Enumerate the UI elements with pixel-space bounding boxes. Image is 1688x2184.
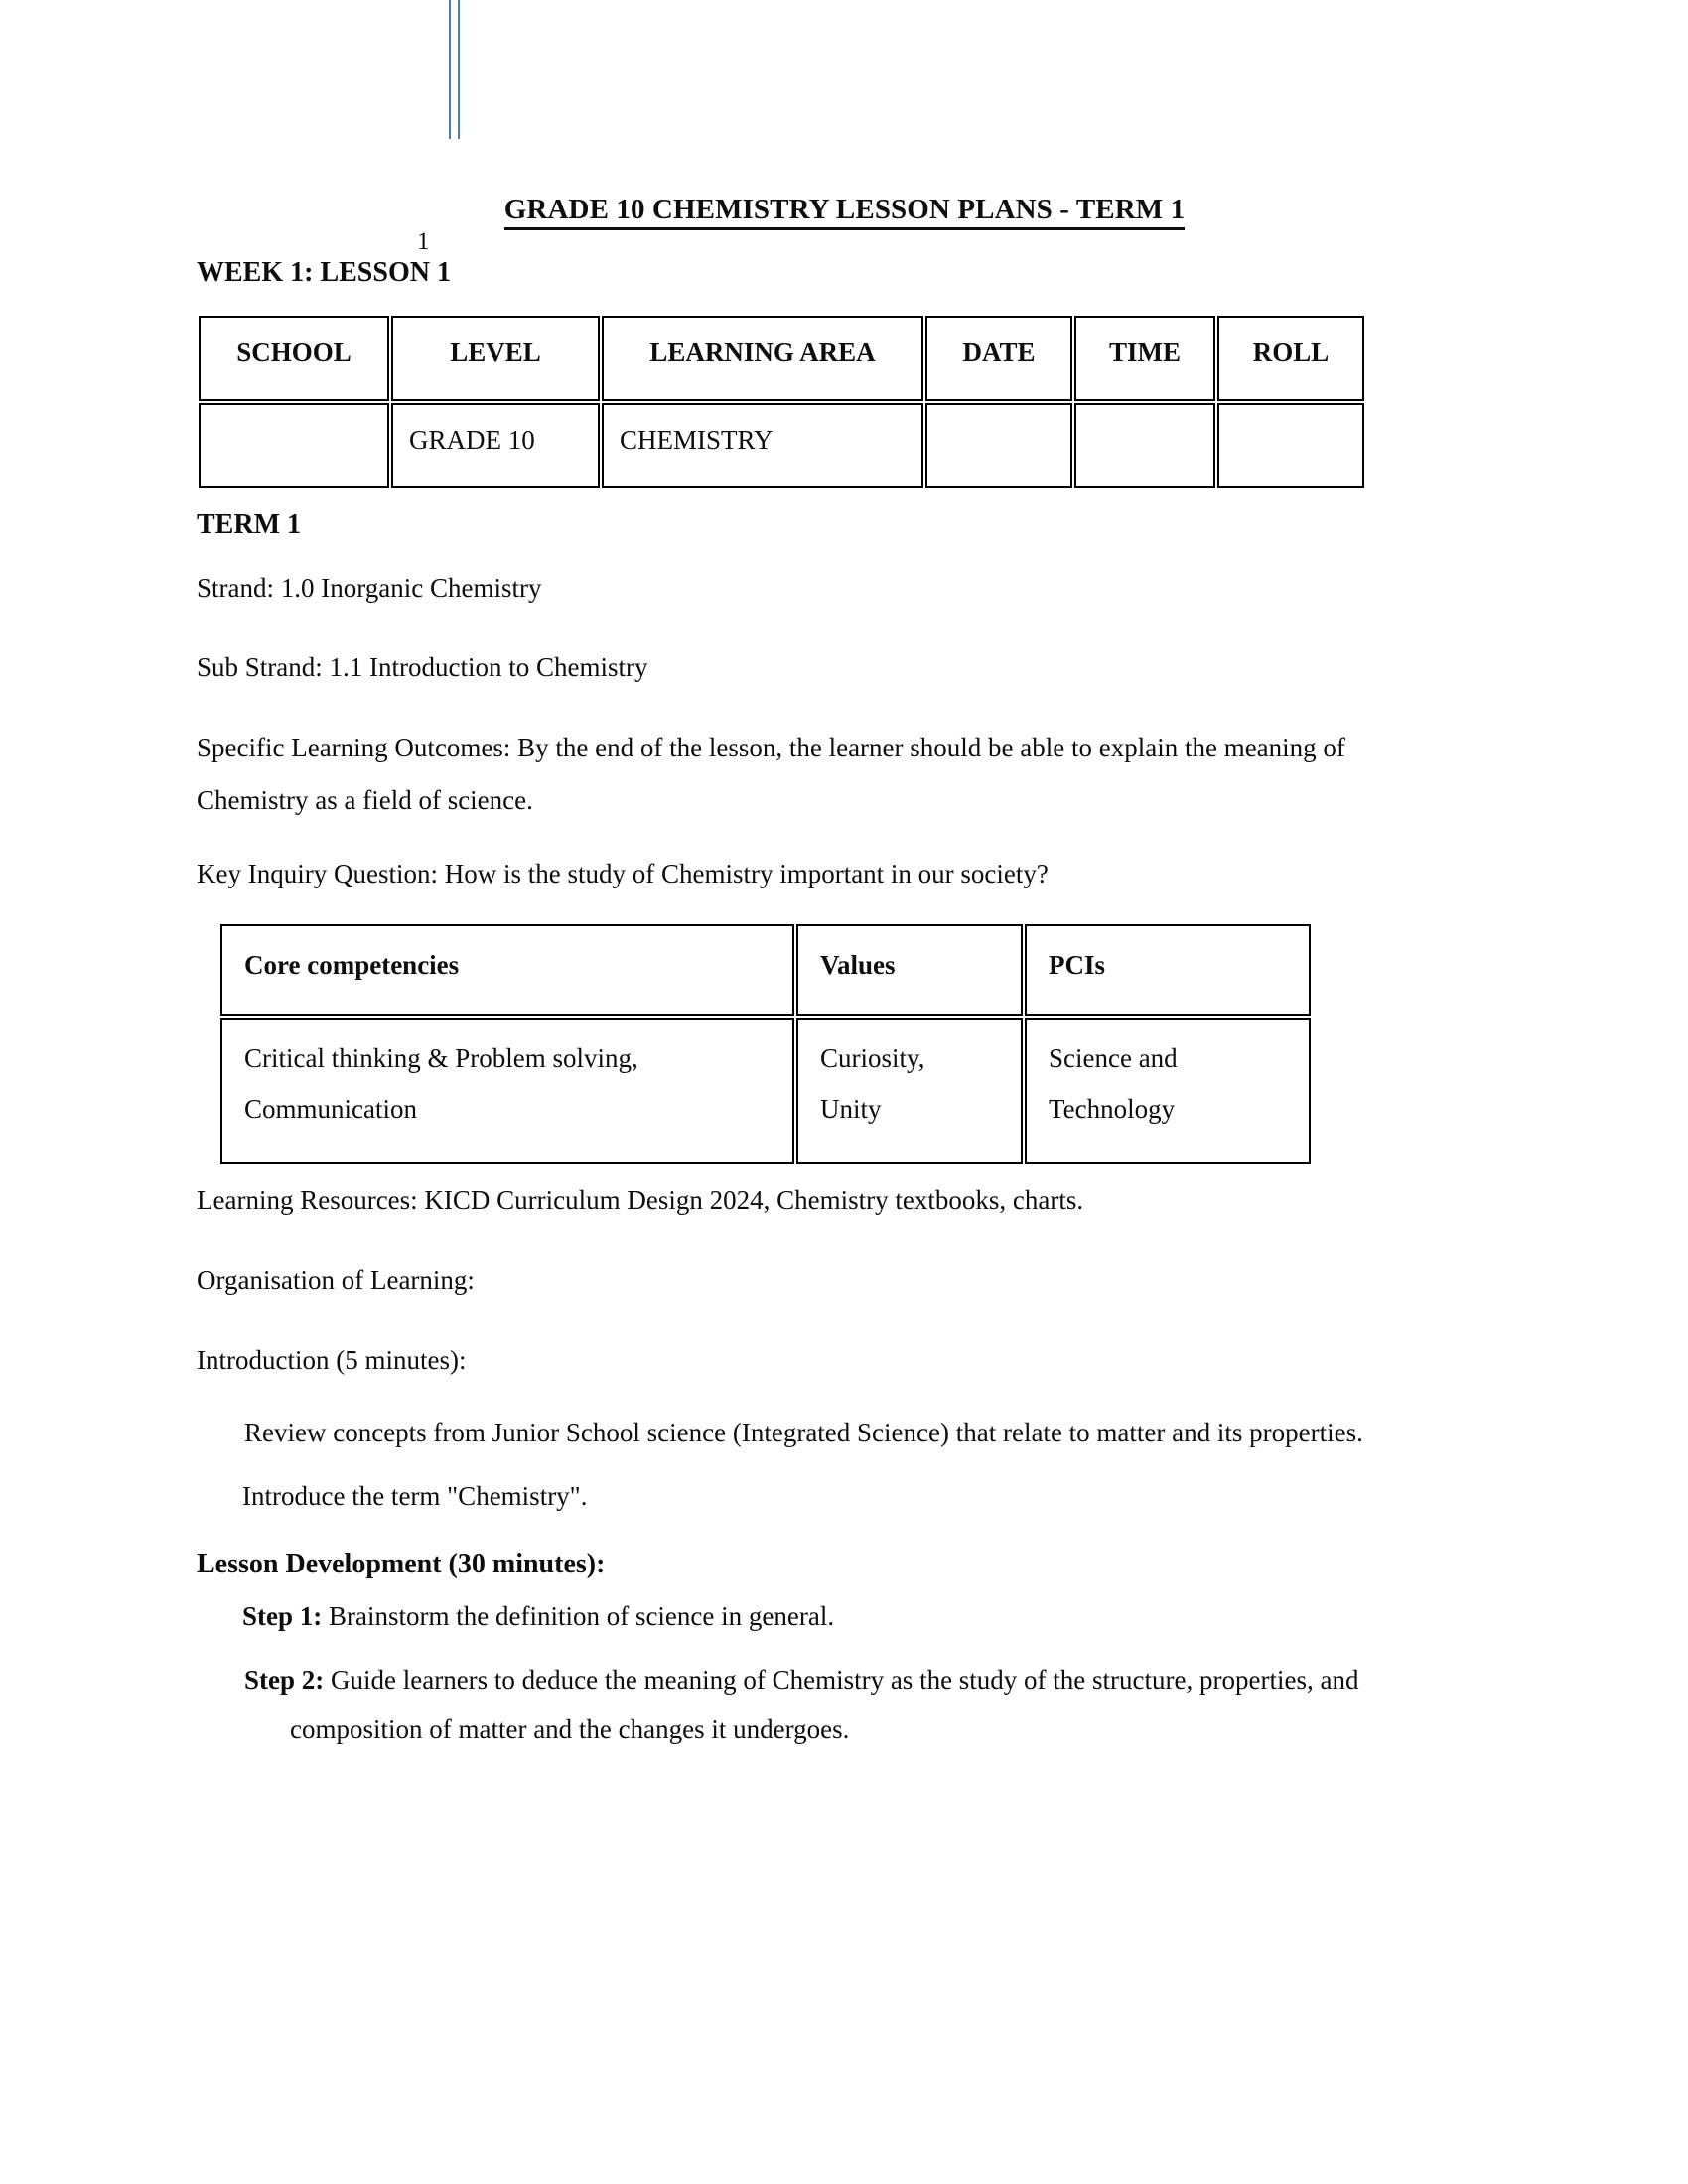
- learning-resources-text: Learning Resources: KICD Curriculum Design 2024, Chemistry textbooks, charts.: [197, 1184, 1084, 1215]
- page-title-text: GRADE 10 CHEMISTRY LESSON PLANS - TERM 1: [504, 194, 1185, 230]
- learning-outcomes-text: Specific Learning Outcomes: By the end of the lesson, the learner should be able to explain the meaning of Chemistry as a field of science.: [197, 732, 1345, 815]
- step-2-text: Guide learners to deduce the meaning of Chemistry as the study of the structure, properties, and composition of matter and the changes it undergoes.: [290, 1665, 1359, 1745]
- organisation-of-learning-text: Organisation of Learning:: [197, 1265, 475, 1296]
- cell-level-value[interactable]: GRADE 10: [391, 403, 600, 488]
- values-line-1: Curiosity,: [820, 1042, 925, 1073]
- cell-roll-value[interactable]: [1217, 403, 1364, 488]
- core-competencies-line-2: Communication: [244, 1094, 417, 1125]
- table-row: [199, 403, 1364, 488]
- cell-core-competencies-value[interactable]: [220, 1018, 794, 1164]
- lesson-development-heading: Lesson Development (30 minutes):: [197, 1548, 606, 1579]
- list-item-step-1: [244, 1592, 1492, 1642]
- th-roll: ROLL: [1217, 316, 1364, 401]
- th-learning-area: LEARNING AREA: [602, 316, 923, 401]
- revision-change-bar-icon: [449, 0, 460, 139]
- th-school: SCHOOL: [199, 316, 389, 401]
- cell-school-value[interactable]: [199, 403, 389, 488]
- page-number: 1: [417, 228, 430, 255]
- term-heading: TERM 1: [197, 508, 301, 540]
- cell-learning-area-value[interactable]: CHEMISTRY: [602, 403, 923, 488]
- page-title: [197, 194, 1492, 226]
- cell-pcis-value[interactable]: [1025, 1018, 1311, 1164]
- lesson-info-table: [197, 314, 1366, 490]
- list-item: Review concepts from Junior School science (Integrated Science) that relate to matter and its properties.: [244, 1417, 1363, 1447]
- step-1-text: Brainstorm the definition of science in general.: [329, 1601, 835, 1632]
- key-inquiry-question-text: Key Inquiry Question: How is the study of Chemistry important in our society?: [197, 859, 1049, 889]
- pcis-line-2: Technology: [1049, 1094, 1176, 1125]
- list-item: Introduce the term "Chemistry".: [242, 1480, 588, 1511]
- core-competencies-line-1: Critical thinking & Problem solving,: [244, 1042, 638, 1073]
- cell-date-value[interactable]: [925, 403, 1072, 488]
- step-1-label: Step 1:: [242, 1601, 323, 1632]
- values-line-2: Unity: [820, 1094, 882, 1125]
- competency-values-pci-table: [218, 922, 1313, 1166]
- table-row-header: [220, 924, 1311, 1016]
- th-level: LEVEL: [391, 316, 600, 401]
- pcis-line-1: Science and: [1049, 1042, 1178, 1073]
- week-lesson-heading: WEEK 1: LESSON 1: [197, 257, 451, 288]
- cell-time-value[interactable]: [1074, 403, 1215, 488]
- th-pcis: PCIs: [1025, 924, 1311, 1016]
- introduction-heading: Introduction (5 minutes):: [197, 1345, 467, 1376]
- th-core-competencies: Core competencies: [220, 924, 794, 1016]
- strand-text: Strand: 1.0 Inorganic Chemistry: [197, 572, 542, 603]
- th-date: DATE: [925, 316, 1072, 401]
- list-item-step-2: [244, 1656, 1481, 1755]
- th-values: Values: [796, 924, 1023, 1016]
- sub-strand-text: Sub Strand: 1.1 Introduction to Chemistry: [197, 652, 648, 683]
- th-time: TIME: [1074, 316, 1215, 401]
- table-row-header: [199, 316, 1364, 401]
- document-content: [197, 194, 1492, 1759]
- table-row: [220, 1018, 1311, 1164]
- cell-values-value[interactable]: [796, 1018, 1023, 1164]
- step-2-label: Step 2:: [244, 1665, 325, 1696]
